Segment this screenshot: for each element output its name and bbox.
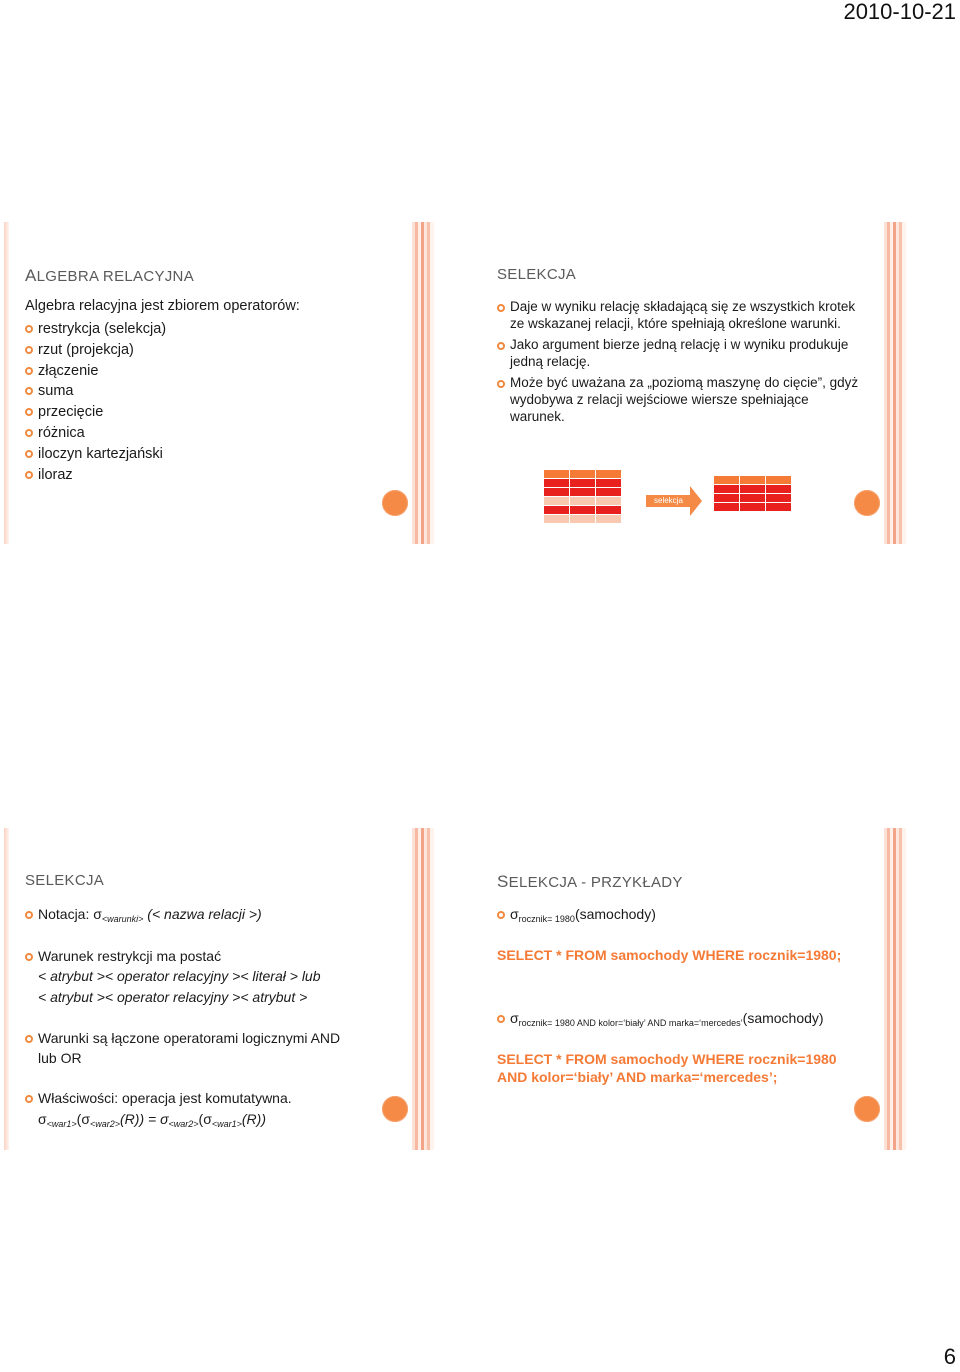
- formula-sub: <war1>: [46, 1119, 77, 1129]
- decorative-stripes: [884, 222, 906, 544]
- slide-title: SELEKCJA: [497, 266, 577, 283]
- table-cell: [544, 515, 569, 523]
- table-cell: [570, 479, 595, 487]
- orange-circle-icon: [854, 1096, 880, 1122]
- slide-title: [25, 266, 194, 286]
- sigma: σ: [510, 906, 519, 922]
- logic-item: [25, 1028, 340, 1068]
- table-cell: [596, 506, 621, 514]
- table-cell: [766, 476, 791, 484]
- logic-line: lub OR: [38, 1050, 82, 1066]
- condition-subscript: rocznik= 1980: [518, 914, 575, 924]
- slide-left-stripe: [4, 222, 9, 544]
- property-line: Właściwości: operacja jest komutatywna.: [38, 1090, 292, 1106]
- table-cell: [596, 515, 621, 523]
- intro-text: Algebra relacyjna jest zbiorem operatorów:: [25, 298, 300, 314]
- slide-left-stripe: [4, 828, 9, 1150]
- table-cell: [596, 470, 621, 478]
- table-cell: [740, 485, 765, 493]
- output-relation-table: [714, 476, 791, 511]
- list-item: suma: [25, 381, 166, 402]
- sql-example: SELECT * FROM samochody WHERE rocznik=1980;: [497, 947, 842, 963]
- table-cell: [570, 497, 595, 505]
- formula-part: (R)) = σ: [120, 1111, 169, 1127]
- title-initial: S: [497, 872, 509, 891]
- notation-item: [25, 904, 262, 929]
- formula-sub: <war1>: [211, 1119, 242, 1129]
- notation-prefix: Notacja: σ: [38, 906, 102, 922]
- condition-item: Warunek restrykcji ma postać: [38, 948, 222, 964]
- list-item: Daje w wyniku relację składającą się ze wszystkich krotek ze wskazanej relacji, które spełniają określone warunki.: [497, 298, 867, 332]
- list-item: różnica: [25, 423, 166, 444]
- list-item: Jako argument bierze jedną relację i w wyniku produkuje jedną relację.: [497, 336, 867, 370]
- table-cell: [570, 506, 595, 514]
- example-item: [497, 1008, 824, 1033]
- title-rest: ELEKCJA - PRZYKŁADY: [508, 874, 683, 891]
- table-cell: [570, 470, 595, 478]
- formula-part: (R)): [241, 1111, 266, 1127]
- notation-rest: (< nazwa relacji >): [143, 906, 262, 922]
- slide-title: [497, 872, 683, 892]
- table-cell: [714, 476, 739, 484]
- condition-line: < atrybut >< operator relacyjny >< atrybut >: [38, 989, 308, 1005]
- slide-selekcja-definicja: [476, 222, 948, 544]
- bullet-icon: [25, 911, 33, 919]
- property-item: [25, 1088, 292, 1108]
- table-cell: [570, 515, 595, 523]
- title-rest: LGEBRA RELACYJNA: [36, 268, 194, 285]
- slide-selekcja-notacja: [4, 828, 476, 1150]
- table-cell: [740, 494, 765, 502]
- table-cell: [596, 488, 621, 496]
- table-cell: [714, 485, 739, 493]
- operator-list: [25, 319, 166, 485]
- bullet-icon: [497, 1015, 505, 1023]
- relation-name: (samochody): [742, 1010, 824, 1026]
- table-cell: [544, 497, 569, 505]
- decorative-stripes: [412, 222, 434, 544]
- formula-part: (σ: [198, 1111, 212, 1127]
- formula-sub: <war2>: [168, 1119, 199, 1129]
- page-number: 6: [943, 1344, 956, 1369]
- slide-selekcja-przyklady: [476, 828, 948, 1150]
- table-cell: [570, 488, 595, 496]
- table-cell: [544, 470, 569, 478]
- list-item: Może być uważana za „poziomą maszynę do cięcie”, gdyż wydobywa z relacji wejściowe wiersze spełniające warunek.: [497, 374, 867, 425]
- table-cell: [766, 494, 791, 502]
- sigma: σ: [510, 1010, 519, 1026]
- condition-subscript: rocznik= 1980 AND kolor=‘biały’ AND marka=‘mercedes’: [518, 1018, 743, 1028]
- list-item: restrykcja (selekcja): [25, 319, 166, 340]
- list-item: iloczyn kartezjański: [25, 444, 166, 465]
- slide-title: SELEKCJA: [25, 872, 105, 889]
- list-item: rzut (projekcja): [25, 340, 166, 361]
- table-cell: [596, 497, 621, 505]
- header-date: 2010-10-21: [843, 0, 956, 24]
- decorative-stripes: [412, 828, 434, 1150]
- table-cell: [740, 503, 765, 511]
- table-cell: [714, 494, 739, 502]
- bullet-icon: [25, 1035, 33, 1043]
- orange-circle-icon: [382, 1096, 408, 1122]
- formula-part: σ: [38, 1111, 47, 1127]
- table-cell: [766, 485, 791, 493]
- arrow-label: selekcja: [654, 496, 683, 505]
- table-cell: [596, 479, 621, 487]
- table-cell: [544, 479, 569, 487]
- table-cell: [766, 503, 791, 511]
- title-initial: A: [25, 266, 37, 285]
- table-cell: [740, 476, 765, 484]
- slide-algebra-relacyjna: [4, 222, 476, 544]
- bullet-icon: [497, 911, 505, 919]
- input-relation-table: [544, 470, 621, 523]
- relation-name: (samochody): [574, 906, 656, 922]
- commutativity-formula: [38, 1109, 266, 1134]
- bullet-icon: [25, 953, 33, 961]
- notation-subscript: <warunki>: [101, 914, 144, 924]
- table-cell: [714, 503, 739, 511]
- decorative-stripes: [884, 828, 906, 1150]
- orange-circle-icon: [854, 490, 880, 516]
- condition-line: < atrybut >< operator relacyjny >< literał > lub: [38, 968, 321, 984]
- bullet-icon: [25, 1095, 33, 1103]
- formula-part: (σ: [76, 1111, 90, 1127]
- list-item: złączenie: [25, 361, 166, 382]
- definition-list: [497, 298, 867, 429]
- list-item: przecięcie: [25, 402, 166, 423]
- list-item: iloraz: [25, 465, 166, 486]
- sql-line: SELECT * FROM samochody WHERE rocznik=1980: [497, 1051, 837, 1067]
- table-cell: [544, 488, 569, 496]
- table-cell: [544, 506, 569, 514]
- logic-line: Warunki są łączone operatorami logicznymi AND: [38, 1030, 341, 1046]
- example-item: [497, 904, 656, 929]
- sql-line: AND kolor=‘biały’ AND marka=‘mercedes’;: [497, 1069, 778, 1085]
- orange-circle-icon: [382, 490, 408, 516]
- formula-sub: <war2>: [89, 1119, 121, 1129]
- sql-example: [497, 1050, 867, 1086]
